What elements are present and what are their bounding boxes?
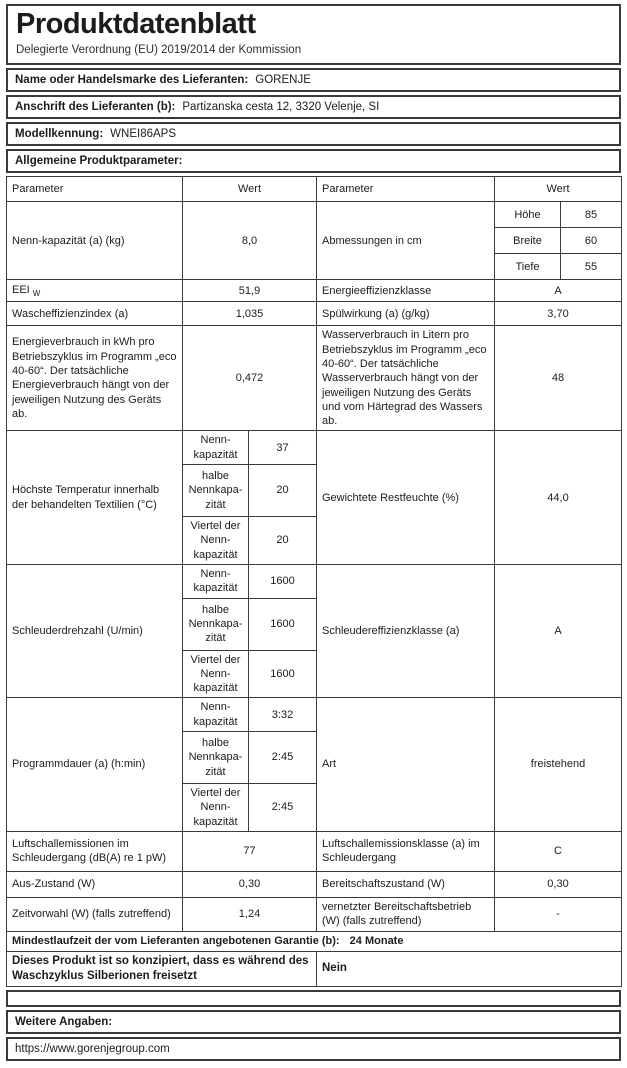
max-temp-quarter-value: 20 xyxy=(249,517,317,565)
duration-rated-value: 3:32 xyxy=(249,698,317,732)
energy-consumption-value: 0,472 xyxy=(183,326,317,431)
noise-label: Luftschallemissionen im Schleudergang (dB(A) re 1 pW) xyxy=(7,831,183,871)
water-consumption-value: 48 xyxy=(495,326,622,431)
dimension-height-label: Höhe xyxy=(495,202,561,228)
rinse-label: Spülwirkung (a) (g/kg) xyxy=(317,302,495,326)
table-header-row xyxy=(7,177,622,202)
noise-class-label: Luftschallemissionsklasse (a) im Schleudergang xyxy=(317,831,495,871)
dimension-depth-value: 55 xyxy=(561,254,622,280)
page-title: Produktdatenblatt xyxy=(16,8,256,40)
supplier-name-row xyxy=(6,68,621,92)
title-box xyxy=(6,4,621,65)
duration-half-value: 2:45 xyxy=(249,731,317,783)
delay-start-value: 1,24 xyxy=(183,897,317,931)
energy-class-label: Energieeffizienzklasse xyxy=(317,280,495,302)
spin-half-value: 1600 xyxy=(249,598,317,650)
page-subtitle: Delegierte Verordnung (EU) 2019/2014 der Kommission xyxy=(16,44,302,57)
supplier-name-value: GORENJE xyxy=(255,74,311,87)
duration-label: Programmdauer (a) (h:min) xyxy=(7,698,183,831)
rinse-value: 3,70 xyxy=(495,302,622,326)
delay-start-label: Zeitvorwahl (W) (falls zutreffend) xyxy=(7,897,183,931)
delay-start-row xyxy=(7,897,622,931)
spin-quarter-label: Viertel der Nenn-kapazität xyxy=(183,650,249,698)
spin-half-label: halbe Nennkapa-zität xyxy=(183,598,249,650)
duration-row xyxy=(7,698,622,732)
capacity-label: Nenn-kapazität (a) (kg) xyxy=(7,202,183,280)
supplier-address-value: Partizanska cesta 12, 3320 Velenje, SI xyxy=(182,101,380,114)
spin-speed-label: Schleuderdrehzahl (U/min) xyxy=(7,564,183,697)
dimension-depth-label: Tiefe xyxy=(495,254,561,280)
website-row xyxy=(6,1037,621,1061)
standby-value: 0,30 xyxy=(495,871,622,897)
residual-moisture-label: Gewichtete Restfeuchte (%) xyxy=(317,431,495,564)
eei-value: 51,9 xyxy=(183,280,317,302)
type-label: Art xyxy=(317,698,495,831)
header-value-left: Wert xyxy=(183,177,317,202)
noise-row xyxy=(7,831,622,871)
max-temp-half-value: 20 xyxy=(249,465,317,517)
networked-standby-label: vernetzter Bereitschaftsbetrieb (W) (falls zutreffend) xyxy=(317,897,495,931)
noise-value: 77 xyxy=(183,831,317,871)
wash-index-value: 1,035 xyxy=(183,302,317,326)
dimensions-label: Abmessungen in cm xyxy=(317,202,495,280)
dimension-width-label: Breite xyxy=(495,228,561,254)
max-temperature-label: Höchste Temperatur innerhalb der behandelten Textilien (°C) xyxy=(7,431,183,564)
off-mode-row xyxy=(7,871,622,897)
model-id-value: WNEI86APS xyxy=(110,128,176,141)
further-info-row xyxy=(6,1010,621,1034)
general-parameters-label: Allgemeine Produktparameter: xyxy=(15,155,183,168)
capacity-dimensions-row xyxy=(7,202,622,228)
spin-rated-value: 1600 xyxy=(249,564,317,598)
further-info-label: Weitere Angaben: xyxy=(15,1015,113,1028)
water-consumption-label: Wasserverbrauch in Litern pro Betriebszyklus im Programm „eco 40-60“. Der tatsächliche Wasserverbrauch hängt von der jeweiligen Nutzung des Geräts und vom Härtegrad des Wassers ab. xyxy=(317,326,495,431)
model-id-label: Modellkennung: xyxy=(15,128,104,141)
duration-half-label: halbe Nennkapa-zität xyxy=(183,731,249,783)
general-parameters-row xyxy=(6,149,621,173)
standby-label: Bereitschaftszustand (W) xyxy=(317,871,495,897)
silver-ions-row xyxy=(7,951,622,986)
spin-quarter-value: 1600 xyxy=(249,650,317,698)
website-url: https://www.gorenjegroup.com xyxy=(15,1042,170,1055)
spin-class-value: A xyxy=(495,564,622,697)
warranty-value: 24 Monate xyxy=(349,935,404,948)
header-param-left: Parameter xyxy=(7,177,183,202)
silver-ions-value: Nein xyxy=(317,951,622,986)
energy-class-value: A xyxy=(495,280,622,302)
warranty-label: Mindestlaufzeit der vom Lieferanten angebotenen Garantie (b): xyxy=(12,935,340,948)
max-temp-quarter-label: Viertel der Nenn-kapazität xyxy=(183,517,249,565)
supplier-address-row xyxy=(6,95,621,119)
residual-moisture-value: 44,0 xyxy=(495,431,622,564)
eei-label: EEI $_W$ xyxy=(7,280,183,302)
dimension-width-value: 60 xyxy=(561,228,622,254)
max-temp-half-label: halbe Nennkapa-zität xyxy=(183,465,249,517)
silver-ions-label: Dieses Produkt ist so konzipiert, dass es während des Waschzyklus Silberionen freisetzt xyxy=(7,951,317,986)
spin-rated-label: Nenn-kapazität xyxy=(183,564,249,598)
duration-quarter-value: 2:45 xyxy=(249,783,317,831)
supplier-name-label: Name oder Handelsmarke des Lieferanten: xyxy=(15,74,249,87)
header-param-right: Parameter xyxy=(317,177,495,202)
spin-speed-row xyxy=(7,564,622,598)
off-mode-value: 0,30 xyxy=(183,871,317,897)
capacity-value: 8,0 xyxy=(183,202,317,280)
max-temp-rated-value: 37 xyxy=(249,431,317,465)
consumption-row xyxy=(7,326,622,431)
supplier-address-label: Anschrift des Lieferanten (b): xyxy=(15,101,176,114)
energy-consumption-label: Energieverbrauch in kWh pro Betriebszyklus im Programm „eco 40-60“. Der tatsächliche Energieverbrauch hängt von der jeweiligen Nutzung des Geräts ab. xyxy=(7,326,183,431)
noise-class-value: C xyxy=(495,831,622,871)
eei-subscript: W xyxy=(32,288,41,298)
wash-index-label: Wascheffizienzindex (a) xyxy=(7,302,183,326)
model-id-row xyxy=(6,122,621,146)
spin-class-label: Schleudereffizienzklasse (a) xyxy=(317,564,495,697)
max-temperature-row xyxy=(7,431,622,465)
warranty-row xyxy=(7,931,622,951)
off-mode-label: Aus-Zustand (W) xyxy=(7,871,183,897)
eei-row xyxy=(7,280,622,302)
spacer-box xyxy=(6,990,621,1007)
max-temp-rated-label: Nenn-kapazität xyxy=(183,431,249,465)
dimension-height-value: 85 xyxy=(561,202,622,228)
duration-rated-label: Nenn-kapazität xyxy=(183,698,249,732)
wash-index-row xyxy=(7,302,622,326)
duration-quarter-label: Viertel der Nenn-kapazität xyxy=(183,783,249,831)
header-value-right: Wert xyxy=(495,177,622,202)
networked-standby-value: - xyxy=(495,897,622,931)
warranty-cell xyxy=(7,931,622,951)
type-value: freistehend xyxy=(495,698,622,831)
product-parameters-table xyxy=(6,176,622,986)
